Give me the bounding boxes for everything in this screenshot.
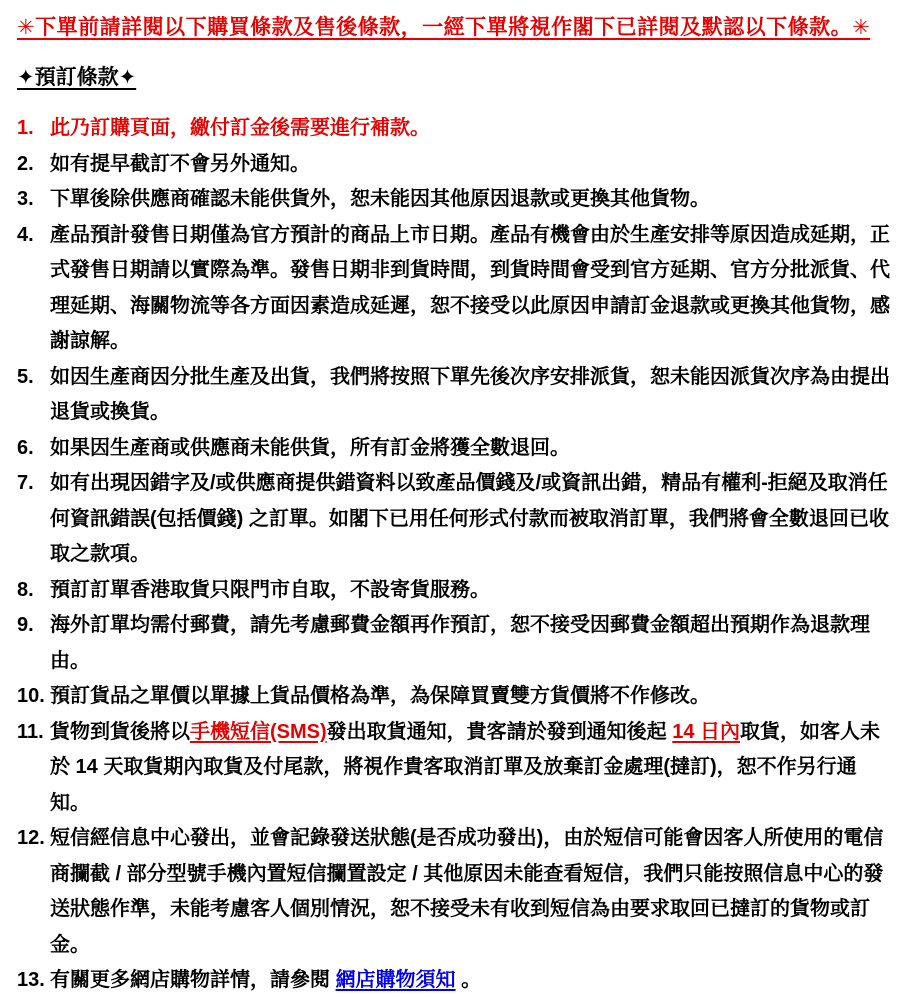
term-segment: 如因生產商因分批生產及出貨，我們將按照下單先後次序安排派貨，恕未能因派貨次序為由提出退貨或換貨。 — [50, 365, 890, 423]
term-number: 8. — [17, 578, 34, 601]
terms-list — [17, 111, 895, 999]
term-number: 11. — [17, 720, 44, 743]
term-number: 9. — [17, 614, 34, 636]
term-segment: 如有提早截訂不會另外通知。 — [50, 152, 310, 175]
term-item-8 — [17, 573, 895, 609]
term-segment: 。 — [455, 969, 482, 991]
term-item-2 — [17, 147, 895, 183]
term-text — [50, 963, 895, 999]
term-item-12 — [17, 821, 895, 963]
term-text — [50, 182, 895, 218]
term-segment: 下單後除供應商確認未能供貨外，恕未能因其他原因退款或更換其他貨物。 — [50, 188, 710, 210]
term-text — [50, 111, 895, 147]
highlighted-term-text: 手機短信(SMS) — [190, 720, 327, 743]
term-text — [50, 573, 895, 609]
term-text — [50, 466, 895, 573]
term-item-13 — [17, 963, 895, 999]
term-segment: 有關更多網店購物詳情，請參閱 — [50, 969, 336, 991]
term-segment: 發出取貨通知，貴客請於發到通知後起 — [326, 720, 673, 743]
highlighted-term-text: 14 日內 — [672, 720, 741, 743]
term-number: 10. — [17, 685, 45, 707]
term-number: 13. — [17, 969, 45, 991]
term-text — [50, 679, 895, 715]
term-item-4 — [17, 218, 895, 360]
term-number: 5. — [17, 365, 34, 388]
term-number: 3. — [17, 188, 34, 210]
term-segment: 如果因生產商或供應商未能供貨，所有訂金將獲全數退回。 — [50, 436, 570, 459]
term-segment: 預訂訂單香港取貨只限門市自取，不設寄貨服務。 — [50, 578, 490, 601]
section-title-preorder-terms: ✦預訂條款✦ — [17, 66, 137, 89]
term-number: 2. — [17, 152, 34, 175]
term-segment: 貨物到貨後將以 — [50, 720, 190, 743]
term-text — [50, 431, 895, 467]
term-text — [50, 147, 895, 183]
term-segment: 海外訂單均需付郵費，請先考慮郵費金額再作預訂，恕不接受因郵費金額超出預期作為退款理由。 — [50, 614, 870, 672]
term-number: 1. — [17, 117, 34, 139]
term-text — [50, 608, 895, 679]
term-item-5 — [17, 360, 895, 431]
term-item-6 — [17, 431, 895, 467]
term-segment: 預訂貨品之單價以單據上貨品價格為準，為保障買賣雙方貨價將不作修改。 — [50, 685, 710, 707]
term-item-7 — [17, 466, 895, 573]
store-shopping-guide-link[interactable]: 網店購物須知 — [335, 969, 456, 991]
term-text — [50, 821, 895, 963]
term-item-1 — [17, 111, 895, 147]
term-number: 12. — [17, 827, 45, 849]
term-item-11 — [17, 715, 895, 822]
term-segment: 此乃訂購頁面，繳付訂金後需要進行補款。 — [50, 117, 430, 139]
term-item-3 — [17, 182, 895, 218]
term-text — [50, 360, 895, 431]
pre-order-warning-banner: ✳下單前請詳閱以下購買條款及售後條款，一經下單將視作閣下已詳閱及默認以下條款。✳ — [17, 16, 871, 39]
term-item-9 — [17, 608, 895, 679]
term-segment: 短信經信息中心發出，並會記錄發送狀態(是否成功發出)，由於短信可能會因客人所使用的電信商攔截 / 部分型號手機內置短信攔置設定 / 其他原因未能查看短信，我們只能按照信息中心的發送狀態作準，未能考慮客人個別情況，恕不接受未有收到短信為由要求取回已撻訂的貨物或訂金。 — [50, 827, 884, 956]
term-number: 6. — [17, 436, 34, 459]
term-item-10 — [17, 679, 895, 715]
term-segment: 取貨，如客人未於 14 天取貨期內取貨及付尾款，將視作貴客取消訂單及放棄訂金處理(撻訂)，恕不作另行通知。 — [50, 720, 881, 814]
term-text — [50, 715, 895, 822]
term-segment: 產品預計發售日期僅為官方預計的商品上市日期。產品有機會由於生產安排等原因造成延期，正式發售日期請以實際為準。發售日期非到貨時間，到貨時間會受到官方延期、官方分批派貨、代理延期、海關物流等各方面因素造成延遲，恕不接受以此原因申請訂金退款或更換其他貨物，感謝諒解。 — [50, 223, 890, 352]
term-text — [50, 218, 895, 360]
term-segment: 如有出現因錯字及/或供應商提供錯資料以致產品價錢及/或資訊出錯，精品有權利-拒絕及取消任何資訊錯誤(包括價錢) 之訂單。如閣下已用任何形式付款而被取消訂單，我們將會全數退回已收取之款項。 — [50, 472, 889, 565]
term-number: 4. — [17, 223, 34, 246]
term-number: 7. — [17, 472, 34, 494]
